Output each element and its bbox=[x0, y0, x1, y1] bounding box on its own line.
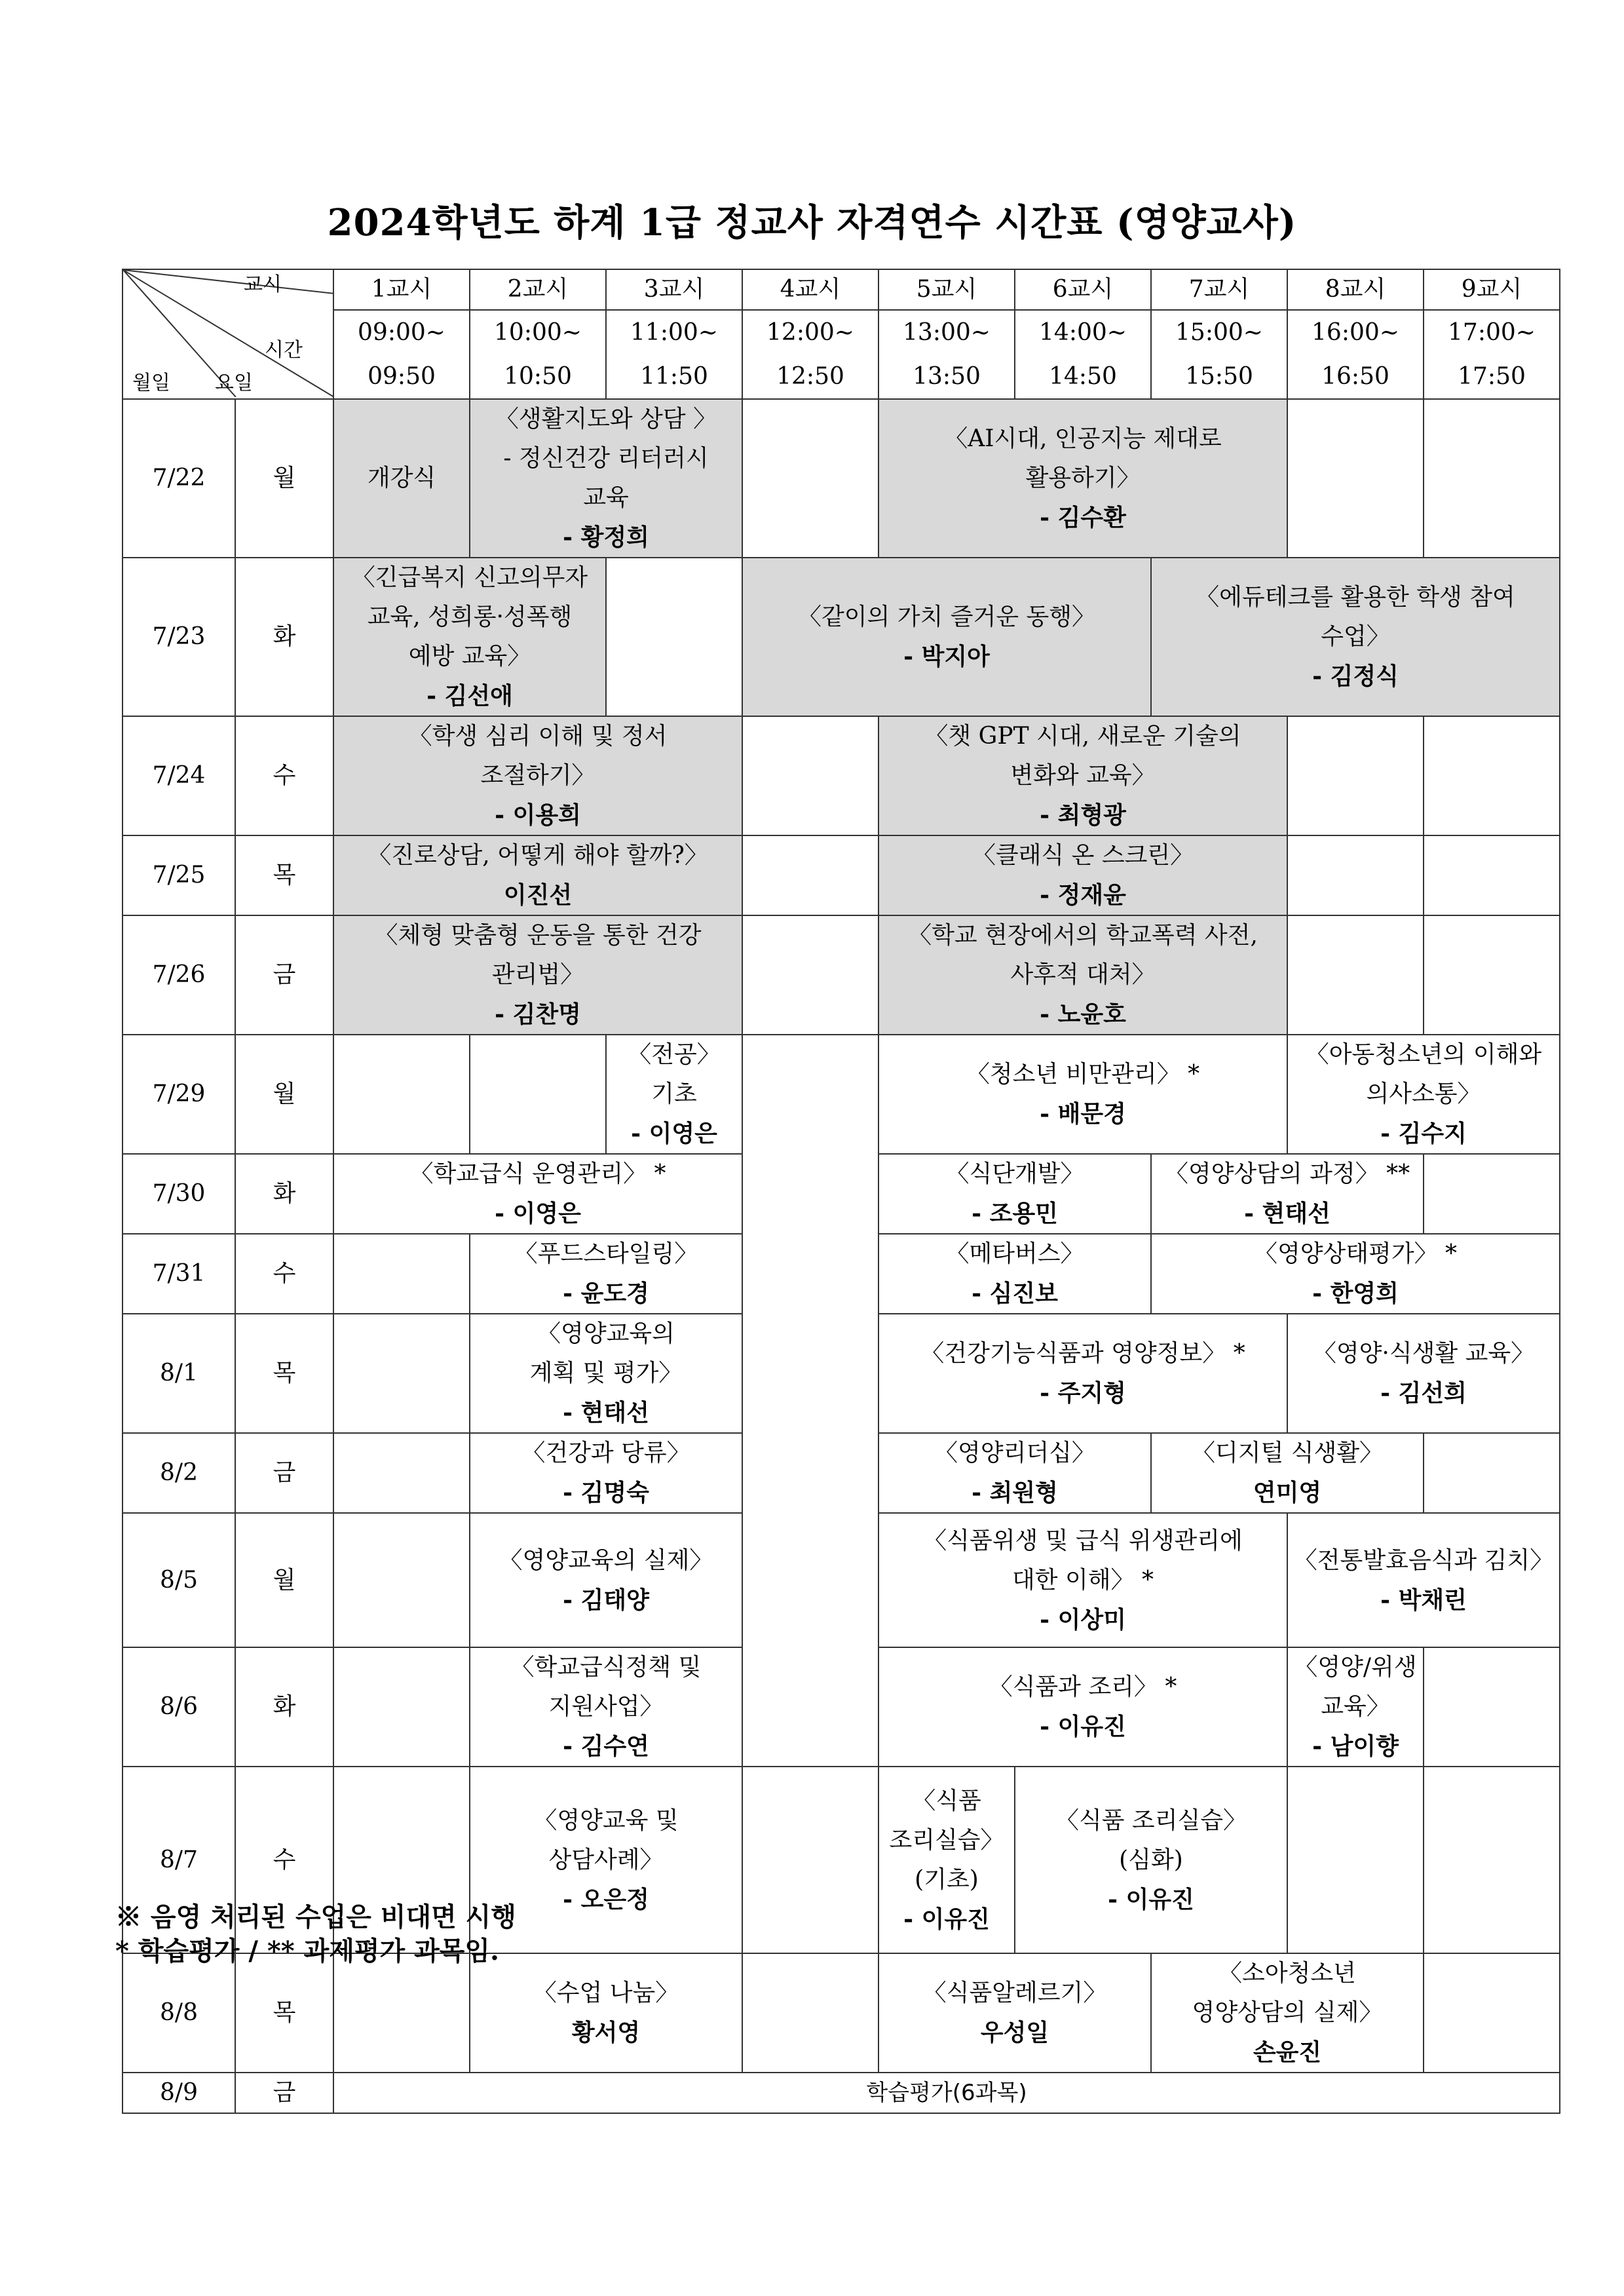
class-session bbox=[1151, 558, 1560, 716]
session-title-line: 〈영양교육의 bbox=[537, 1320, 675, 1347]
period-header: 7교시 bbox=[1151, 269, 1287, 310]
session-title-line: 영양상담의 실제〉 bbox=[1192, 1999, 1383, 2026]
session-title-line: 〈영양·식생활 교육〉 bbox=[1312, 1340, 1535, 1367]
empty-slot bbox=[1424, 716, 1560, 835]
session-title-line: 〈식품 bbox=[912, 1787, 981, 1814]
session-title-line: 〈긴급복지 신고의무자 bbox=[351, 564, 588, 591]
period-start-time: 17:00~ bbox=[1424, 310, 1560, 354]
empty-slot bbox=[1424, 1647, 1560, 1767]
period-header: 5교시 bbox=[878, 269, 1015, 310]
class-session bbox=[1151, 1953, 1424, 2073]
schedule-row bbox=[123, 716, 1560, 835]
class-session bbox=[470, 1433, 742, 1513]
class-session bbox=[878, 1154, 1151, 1234]
row-date: 8/9 bbox=[123, 2073, 235, 2113]
session-instructor: - 김명숙 bbox=[563, 1479, 649, 1506]
session-title-line: 〈영양교육 및 bbox=[533, 1807, 679, 1834]
class-session bbox=[1287, 1035, 1560, 1154]
row-date: 7/30 bbox=[123, 1154, 235, 1234]
empty-slot bbox=[1287, 399, 1424, 558]
class-session bbox=[1151, 1234, 1560, 1314]
empty-slot bbox=[333, 1953, 470, 2073]
session-instructor: - 남이향 bbox=[1312, 1732, 1399, 1760]
empty-slot bbox=[742, 915, 878, 1035]
period-start-time: 09:00~ bbox=[333, 310, 470, 354]
session-title-line: 수업〉 bbox=[1321, 623, 1390, 650]
class-session bbox=[878, 915, 1287, 1035]
period-header: 2교시 bbox=[470, 269, 606, 310]
empty-slot bbox=[1424, 399, 1560, 558]
empty-slot bbox=[333, 1035, 470, 1154]
session-title-line: - 정신건강 리터러시 bbox=[503, 445, 709, 472]
corner-date-label: 월일 bbox=[132, 372, 170, 394]
session-instructor: - 현태선 bbox=[563, 1399, 649, 1426]
class-session bbox=[333, 1154, 742, 1234]
session-title-line: 상담사례〉 bbox=[548, 1846, 664, 1873]
session-title-line: 계획 및 평가〉 bbox=[529, 1360, 683, 1387]
row-day: 월 bbox=[235, 1513, 333, 1647]
session-title-line: 〈영양상태평가〉 * bbox=[1253, 1240, 1458, 1267]
schedule-row bbox=[123, 1953, 1560, 2073]
session-instructor: - 박채린 bbox=[1380, 1586, 1467, 1614]
session-title-line: (기초) bbox=[915, 1866, 979, 1893]
class-session bbox=[333, 558, 606, 716]
period-end-time: 14:50 bbox=[1015, 354, 1151, 399]
row-date: 8/6 bbox=[123, 1647, 235, 1767]
session-instructor: 우성일 bbox=[980, 2019, 1049, 2046]
session-instructor: - 조용민 bbox=[972, 1200, 1058, 1227]
session-title-line: 〈진로상담, 어떻게 해야 할까?〉 bbox=[368, 842, 708, 869]
class-session bbox=[1151, 1433, 1424, 1513]
class-session bbox=[878, 1953, 1151, 2073]
empty-slot bbox=[1287, 915, 1424, 1035]
class-session bbox=[878, 1314, 1287, 1433]
session-title-line: 〈영양교육의 실제〉 bbox=[499, 1546, 713, 1574]
row-date: 7/31 bbox=[123, 1234, 235, 1314]
period-end-time: 12:50 bbox=[742, 354, 878, 399]
class-session bbox=[878, 1035, 1287, 1154]
footnote-evaluation: * 학습평가 / ** 과제평가 과목임. bbox=[115, 1936, 499, 1966]
page-title: 2024학년도 하계 1급 정교사 자격연수 시간표 (영양교사) bbox=[327, 201, 1297, 244]
session-title-line: 〈디지털 식생활〉 bbox=[1191, 1440, 1384, 1466]
session-title-line: 〈같이의 가치 즐거운 동행〉 bbox=[797, 603, 1096, 630]
session-title-line: 〈체형 맞춤형 운동을 통한 건강 bbox=[374, 922, 702, 949]
schedule-row bbox=[123, 1035, 1560, 1154]
session-title-line: 〈메타버스〉 bbox=[945, 1240, 1084, 1267]
session-title-line: 〈건강기능식품과 영양정보〉 * bbox=[920, 1340, 1245, 1367]
row-day: 목 bbox=[235, 835, 333, 915]
session-title-line: 〈소아청소년 bbox=[1218, 1960, 1356, 1987]
session-instructor: - 이영은 bbox=[495, 1200, 581, 1227]
class-session bbox=[878, 716, 1287, 835]
session-instructor: - 윤도경 bbox=[563, 1280, 649, 1307]
empty-slot bbox=[1424, 1767, 1560, 1953]
row-day: 화 bbox=[235, 1647, 333, 1767]
empty-slot bbox=[333, 1433, 470, 1513]
session-instructor: - 최형광 bbox=[1040, 801, 1126, 829]
row-date: 7/24 bbox=[123, 716, 235, 835]
row-date: 7/22 bbox=[123, 399, 235, 558]
empty-slot bbox=[1424, 1154, 1560, 1234]
schedule-row bbox=[123, 2073, 1560, 2113]
corner-period-label: 교시 bbox=[244, 273, 282, 296]
row-day: 수 bbox=[235, 716, 333, 835]
session-instructor: - 심진보 bbox=[972, 1280, 1058, 1307]
session-title-line: 의사소통〉 bbox=[1366, 1081, 1481, 1107]
empty-slot bbox=[470, 1035, 606, 1154]
empty-slot bbox=[742, 1035, 878, 1767]
row-date: 8/8 bbox=[123, 1953, 235, 2073]
period-start-time: 15:00~ bbox=[1151, 310, 1287, 354]
session-instructor: - 이영은 bbox=[631, 1120, 717, 1147]
session-title-line: 〈청소년 비만관리〉 * bbox=[966, 1061, 1200, 1088]
session-instructor: - 이유진 bbox=[1040, 1713, 1126, 1740]
period-header: 4교시 bbox=[742, 269, 878, 310]
final-assessment-label: 학습평가(6과목) bbox=[866, 2080, 1027, 2106]
session-title-line: 〈영양/위생 bbox=[1294, 1654, 1417, 1681]
session-instructor: - 김태양 bbox=[563, 1586, 649, 1614]
schedule-row bbox=[123, 835, 1560, 915]
class-session bbox=[470, 1314, 742, 1433]
row-day: 목 bbox=[235, 1953, 333, 2073]
session-instructor: 연미영 bbox=[1253, 1479, 1322, 1506]
session-title-line: 〈학교급식 운영관리〉 * bbox=[409, 1160, 666, 1187]
session-title-line: 〈수업 나눔〉 bbox=[533, 1980, 679, 2006]
empty-slot bbox=[1424, 1433, 1560, 1513]
session-instructor: - 주지형 bbox=[1040, 1379, 1126, 1407]
period-end-time: 10:50 bbox=[470, 354, 606, 399]
period-header: 3교시 bbox=[606, 269, 742, 310]
empty-slot bbox=[742, 1767, 878, 1953]
class-session bbox=[1151, 1154, 1424, 1234]
session-instructor: - 김선애 bbox=[426, 682, 513, 710]
period-end-time: 09:50 bbox=[333, 354, 470, 399]
session-title-line: 교육, 성희롱·성폭행 bbox=[367, 603, 573, 630]
period-end-time: 16:50 bbox=[1287, 354, 1424, 399]
session-title-line: 〈식품과 조리〉 * bbox=[989, 1674, 1177, 1700]
session-title-line: 사후적 대처〉 bbox=[1010, 961, 1156, 988]
session-instructor: - 김찬명 bbox=[495, 1001, 581, 1028]
empty-slot bbox=[742, 716, 878, 835]
row-date: 8/2 bbox=[123, 1433, 235, 1513]
session-title-line: (심화) bbox=[1119, 1846, 1183, 1873]
session-title-line: 〈영양상담의 과정〉 ** bbox=[1164, 1160, 1410, 1187]
row-day: 월 bbox=[235, 399, 333, 558]
session-title-line: 〈생활지도와 상담 〉 bbox=[495, 406, 717, 432]
session-title-line: 〈학생 심리 이해 및 정서 bbox=[408, 723, 668, 750]
footnotes bbox=[115, 1900, 516, 1968]
session-title-line: 교육 bbox=[583, 484, 629, 511]
row-day: 수 bbox=[235, 1767, 333, 1953]
session-title-line: 〈챗 GPT 시대, 새로운 기술의 bbox=[924, 723, 1241, 750]
row-date: 7/23 bbox=[123, 558, 235, 716]
period-start-time: 10:00~ bbox=[470, 310, 606, 354]
session-title-line: 〈식품위생 및 급식 위생관리에 bbox=[923, 1527, 1243, 1554]
session-title-line: 〈전통발효음식과 김치〉 bbox=[1293, 1546, 1554, 1574]
header-corner bbox=[123, 269, 333, 399]
empty-slot bbox=[742, 1953, 878, 2073]
session-instructor: - 이유진 bbox=[1108, 1885, 1194, 1913]
session-title-line: 〈식품알레르기〉 bbox=[922, 1980, 1107, 2006]
class-session bbox=[878, 1767, 1015, 1953]
row-day: 목 bbox=[235, 1314, 333, 1433]
session-instructor: - 현태선 bbox=[1244, 1200, 1331, 1227]
empty-slot bbox=[333, 1234, 470, 1314]
period-end-time: 11:50 bbox=[606, 354, 742, 399]
period-end-time: 13:50 bbox=[878, 354, 1015, 399]
session-title-line: 교육〉 bbox=[1321, 1693, 1390, 1720]
session-instructor: - 오은정 bbox=[563, 1885, 649, 1913]
session-instructor: - 김수연 bbox=[563, 1732, 649, 1760]
session-instructor: - 최원형 bbox=[972, 1479, 1058, 1506]
session-instructor: - 이유진 bbox=[903, 1905, 990, 1933]
empty-slot bbox=[1287, 1767, 1424, 1953]
session-title-line: 〈건강과 당류〉 bbox=[521, 1440, 690, 1466]
session-instructor: - 김수지 bbox=[1380, 1120, 1467, 1147]
class-session bbox=[333, 716, 742, 835]
session-instructor: - 한영희 bbox=[1312, 1280, 1399, 1307]
session-title-line: 개강식 bbox=[367, 465, 436, 491]
class-session bbox=[878, 835, 1287, 915]
session-title-line: 〈클래식 온 스크린〉 bbox=[972, 842, 1194, 869]
row-day: 금 bbox=[235, 1433, 333, 1513]
class-session bbox=[878, 1234, 1151, 1314]
row-day: 화 bbox=[235, 558, 333, 716]
period-header: 1교시 bbox=[333, 269, 470, 310]
row-date: 7/29 bbox=[123, 1035, 235, 1154]
session-instructor: - 김선희 bbox=[1380, 1379, 1467, 1407]
session-title-line: 변화와 교육〉 bbox=[1010, 762, 1156, 789]
session-title-line: 〈학교급식정책 및 bbox=[510, 1654, 702, 1681]
period-start-time: 14:00~ bbox=[1015, 310, 1151, 354]
class-session bbox=[470, 399, 742, 558]
session-title-line: 〈영양리더십〉 bbox=[934, 1440, 1095, 1466]
session-instructor: - 배문경 bbox=[1040, 1100, 1126, 1128]
session-title-line: 〈학교 현장에서의 학교폭력 사전, bbox=[908, 922, 1258, 949]
class-session bbox=[878, 1433, 1151, 1513]
row-day: 금 bbox=[235, 915, 333, 1035]
class-session bbox=[878, 1647, 1287, 1767]
row-day: 금 bbox=[235, 2073, 333, 2113]
row-date: 8/7 bbox=[123, 1767, 235, 1953]
session-title-line: 조리실습〉 bbox=[889, 1826, 1004, 1854]
row-date: 7/25 bbox=[123, 835, 235, 915]
period-start-time: 16:00~ bbox=[1287, 310, 1424, 354]
class-session bbox=[470, 1234, 742, 1314]
session-instructor: 황서영 bbox=[571, 2019, 641, 2046]
session-instructor: - 노윤호 bbox=[1040, 1001, 1126, 1028]
period-header: 9교시 bbox=[1424, 269, 1560, 310]
period-start-time: 13:00~ bbox=[878, 310, 1015, 354]
class-session bbox=[606, 1035, 742, 1154]
session-title-line: 〈AI시대, 인공지능 제대로 bbox=[944, 425, 1222, 452]
session-instructor: - 정재윤 bbox=[1040, 881, 1126, 909]
row-day: 수 bbox=[235, 1234, 333, 1314]
row-day: 월 bbox=[235, 1035, 333, 1154]
session-instructor: - 이용희 bbox=[495, 801, 581, 829]
class-session bbox=[470, 1513, 742, 1647]
class-session bbox=[333, 399, 470, 558]
period-header: 6교시 bbox=[1015, 269, 1151, 310]
corner-time-label: 시간 bbox=[265, 339, 303, 362]
final-assessment-cell bbox=[333, 2073, 1560, 2113]
session-title-line: 지원사업〉 bbox=[548, 1693, 664, 1720]
class-session bbox=[470, 1953, 742, 2073]
footnote-shading: ※ 음영 처리된 수업은 비대면 시행 bbox=[115, 1902, 516, 1932]
session-title-line: 관리법〉 bbox=[491, 961, 584, 988]
period-start-time: 11:00~ bbox=[606, 310, 742, 354]
empty-slot bbox=[1287, 835, 1424, 915]
empty-slot bbox=[333, 1647, 470, 1767]
session-title-line: 〈식품 조리실습〉 bbox=[1055, 1807, 1247, 1834]
schedule-row bbox=[123, 558, 1560, 716]
session-instructor: - 박지아 bbox=[903, 643, 990, 670]
class-session bbox=[878, 399, 1287, 558]
class-session bbox=[1287, 1647, 1424, 1767]
period-start-time: 12:00~ bbox=[742, 310, 878, 354]
session-title-line: 〈아동청소년의 이해와 bbox=[1305, 1041, 1542, 1068]
empty-slot bbox=[606, 558, 742, 716]
corner-day-label: 요일 bbox=[215, 372, 253, 394]
period-end-time: 17:50 bbox=[1424, 354, 1560, 399]
session-instructor: - 황정희 bbox=[563, 524, 649, 551]
class-session bbox=[742, 558, 1151, 716]
period-end-time: 15:50 bbox=[1151, 354, 1287, 399]
empty-slot bbox=[1424, 1953, 1560, 2073]
class-session bbox=[878, 1513, 1287, 1647]
session-instructor: - 김수환 bbox=[1040, 504, 1126, 531]
empty-slot bbox=[1287, 716, 1424, 835]
session-instructor: - 김정식 bbox=[1312, 662, 1399, 690]
session-instructor: - 이상미 bbox=[1040, 1605, 1126, 1634]
session-title-line: 활용하기〉 bbox=[1025, 465, 1141, 491]
class-session bbox=[333, 915, 742, 1035]
schedule-row bbox=[123, 399, 1560, 558]
row-day: 화 bbox=[235, 1154, 333, 1234]
row-date: 8/5 bbox=[123, 1513, 235, 1647]
session-title-line: 조절하기〉 bbox=[480, 762, 595, 789]
session-title-line: 〈에듀테크를 활용한 학생 참여 bbox=[1196, 584, 1515, 611]
session-title-line: 〈식단개발〉 bbox=[945, 1160, 1084, 1187]
class-session bbox=[1287, 1513, 1560, 1647]
class-session bbox=[1287, 1314, 1560, 1433]
session-title-line: 〈전공〉 bbox=[628, 1041, 721, 1068]
empty-slot bbox=[1424, 915, 1560, 1035]
row-date: 8/1 bbox=[123, 1314, 235, 1433]
period-header: 8교시 bbox=[1287, 269, 1424, 310]
session-title-line: 기초 bbox=[651, 1081, 697, 1107]
session-title-line: 대한 이해〉 * bbox=[1012, 1566, 1154, 1594]
session-instructor: 손윤진 bbox=[1253, 2038, 1322, 2066]
class-session bbox=[1015, 1767, 1287, 1953]
empty-slot bbox=[742, 835, 878, 915]
class-session bbox=[470, 1647, 742, 1767]
empty-slot bbox=[742, 399, 878, 558]
empty-slot bbox=[1424, 835, 1560, 915]
session-instructor: 이진선 bbox=[503, 881, 573, 909]
empty-slot bbox=[333, 1314, 470, 1433]
row-date: 7/26 bbox=[123, 915, 235, 1035]
empty-slot bbox=[333, 1513, 470, 1647]
session-title-line: 예방 교육〉 bbox=[408, 643, 531, 670]
class-session bbox=[333, 835, 742, 915]
timetable bbox=[122, 269, 1560, 2114]
schedule-row bbox=[123, 915, 1560, 1035]
session-title-line: 〈푸드스타일링〉 bbox=[514, 1240, 698, 1267]
